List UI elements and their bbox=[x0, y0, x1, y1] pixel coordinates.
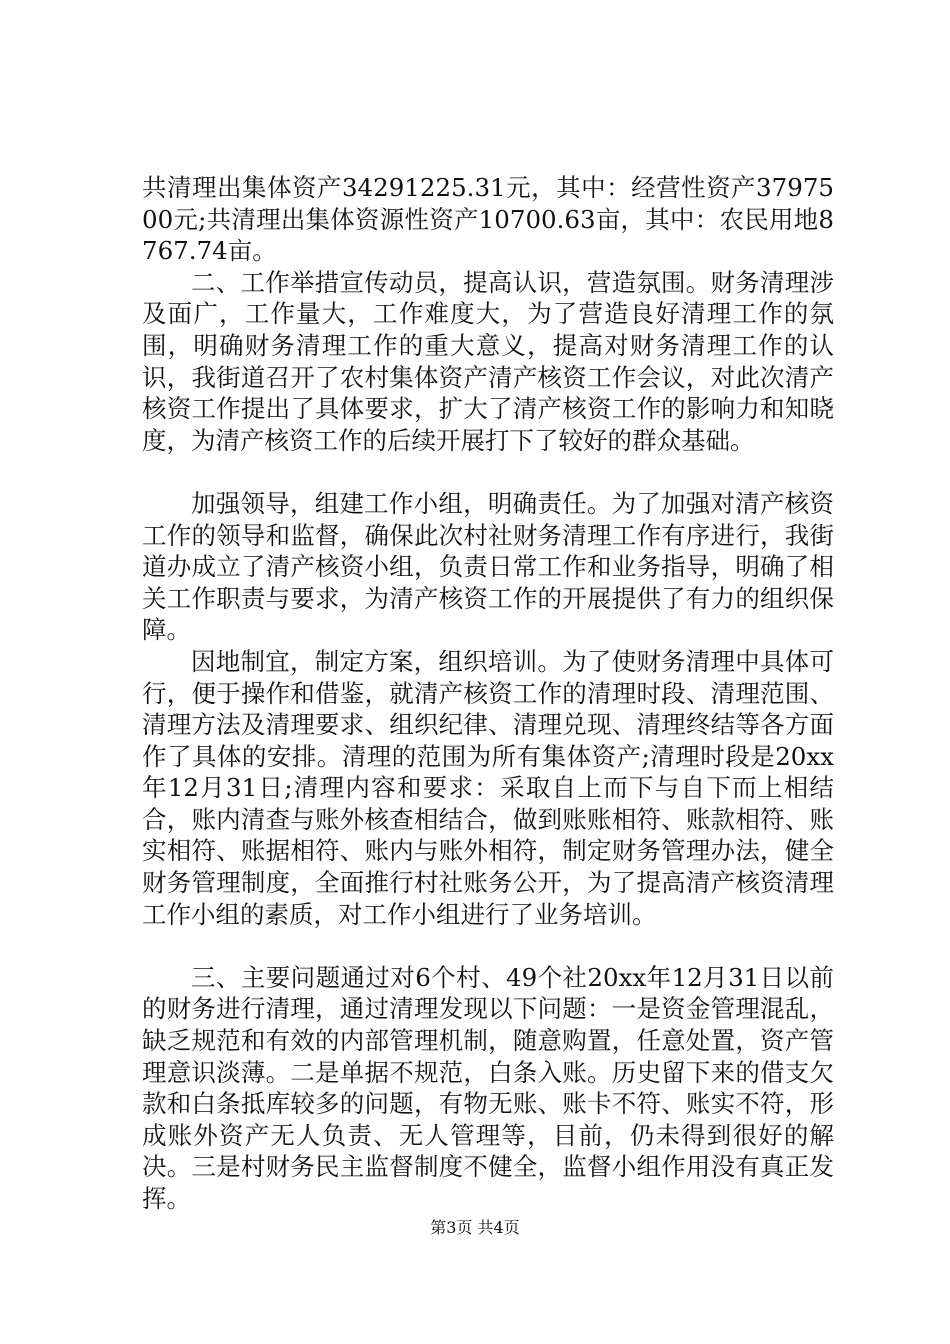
paragraph-asset-summary: 共清理出集体资产34291225.31元，其中：经营性资产3797500元;共清理出集体资源性资产10700.63亩，其中：农民用地8767.74亩。 bbox=[142, 173, 834, 266]
paragraph-main-problems: 三、主要问题通过对6个村、49个社20xx年12月31日以前的财务进行清理，通过清理发现以下问题：一是资金管理混乱，缺乏规范和有效的内部管理机制，随意购置，任意处置，资产管理意识淡薄。二是单据不规范，白条入账。历史留下来的借支欠款和白条抵库较多的问题，有物无账、账卡不符、账实不符，形成账外资产无人负责、无人管理等，目前，仍未得到很好的解决。三是村财务民主监督制度不健全，监督小组作用没有真正发挥。 bbox=[142, 962, 834, 1213]
page-footer: 第3页 共4页 bbox=[430, 1218, 520, 1237]
body-text bbox=[142, 172, 834, 1215]
paragraph-leadership: 加强领导，组建工作小组，明确责任。为了加强对清产核资工作的领导和监督，确保此次村社财务清理工作有序进行，我街道办成立了清产核资小组，负责日常工作和业务指导，明确了相关工作职责与要求，为清产核资工作的开展提供了有力的组织保障。 bbox=[142, 488, 834, 645]
paragraph-training: 因地制宜，制定方案，组织培训。为了使财务清理中具体可行，便于操作和借鉴，就清产核资工作的清理时段、清理范围、清理方法及清理要求、组织纪律、清理兑现、清理终结等各方面作了具体的安排。清理的范围为所有集体资产;清理时段是20xx年12月31日;清理内容和要求：采取自上而下与自下而上相结合，账内清查与账外核查相结合，做到账账相符、账款相符、账实相符、账据相符、账内与账外相符，制定财务管理办法，健全财务管理制度，全面推行村社账务公开，为了提高清产核资清理工作小组的素质，对工作小组进行了业务培训。 bbox=[142, 646, 834, 929]
paragraph-work-measures: 二、工作举措宣传动员，提高认识，营造氛围。财务清理涉及面广，工作量大，工作难度大，为了营造良好清理工作的氛围，明确财务清理工作的重大意义，提高对财务清理工作的认识，我街道召开了农村集体资产清产核资工作会议，对此次清产核资工作提出了具体要求，扩大了清产核资工作的影响力和知晓度，为清产核资工作的后续开展打下了较好的群众基础。 bbox=[142, 267, 834, 455]
